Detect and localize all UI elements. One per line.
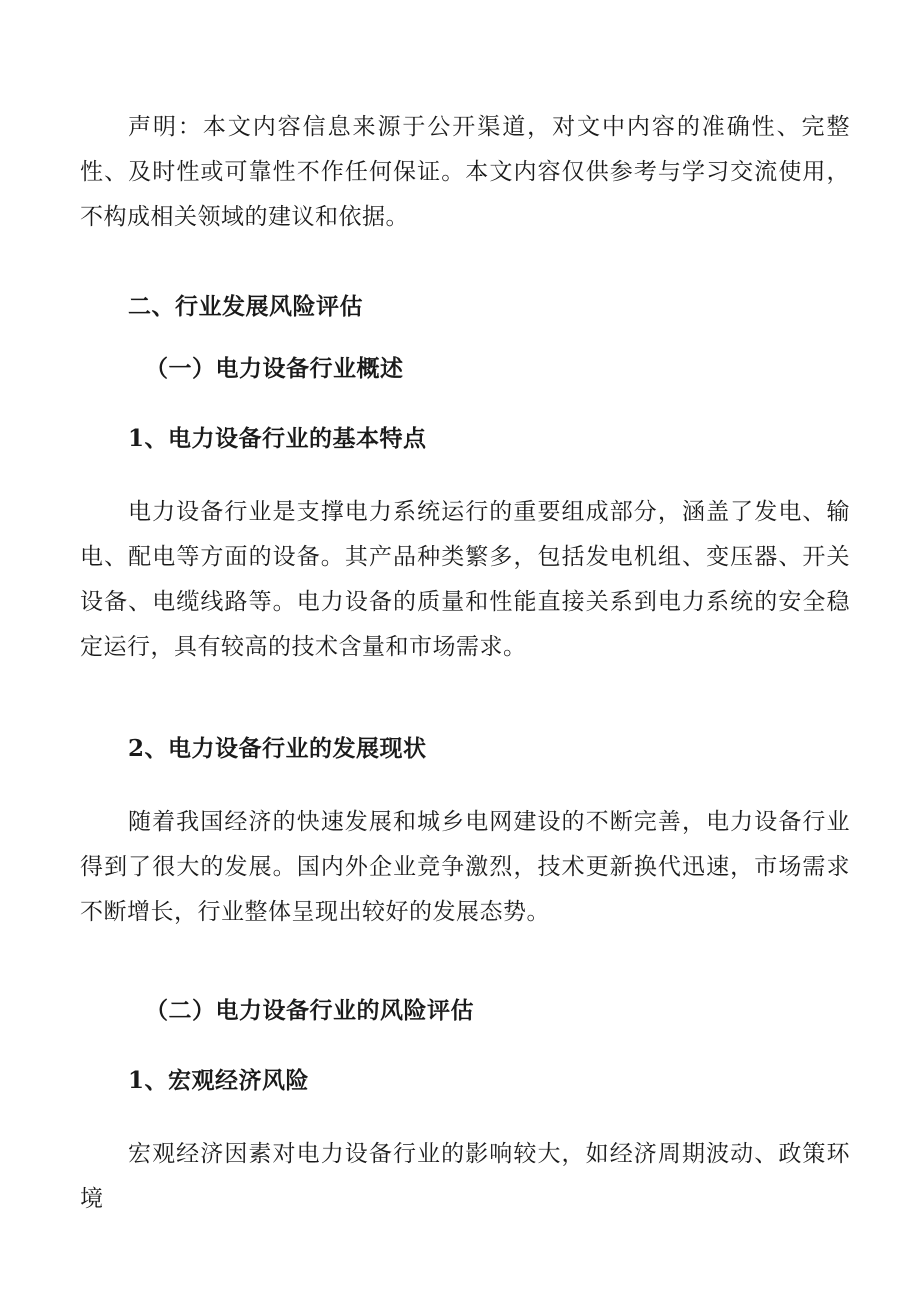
subsection-title-overview: （一）电力设备行业概述	[145, 355, 404, 382]
paragraph-macro-risk: 宏观经济因素对电力设备行业的影响较大，如经济周期波动、政策环境	[80, 1141, 850, 1212]
subsection-title-risk-assessment: （二）电力设备行业的风险评估	[145, 997, 474, 1024]
item-title-basic-features: 1、电力设备行业的基本特点	[128, 425, 427, 452]
item-title-development-status: 2、电力设备行业的发展现状	[128, 735, 427, 762]
paragraph-development-status: 随着我国经济的快速发展和城乡电网建设的不断完善，电力设备行业得到了很大的发展。国内外企业竞争激烈，技术更新换代迅速，市场需求不断增长，行业整体呈现出较好的发展态势。	[80, 809, 850, 925]
section-title: 二、行业发展风险评估	[128, 293, 363, 320]
disclaimer-paragraph: 声明：本文内容信息来源于公开渠道，对文中内容的准确性、完整性、及时性或可靠性不作任何保证。本文内容仅供参考与学习交流使用，不构成相关领域的建议和依据。	[80, 114, 850, 230]
item-title-macro-risk: 1、宏观经济风险	[128, 1067, 310, 1094]
paragraph-basic-features: 电力设备行业是支撑电力系统运行的重要组成部分，涵盖了发电、输电、配电等方面的设备。其产品种类繁多，包括发电机组、变压器、开关设备、电缆线路等。电力设备的质量和性能直接关系到电力系统的安全稳定运行，具有较高的技术含量和市场需求。	[80, 499, 850, 660]
